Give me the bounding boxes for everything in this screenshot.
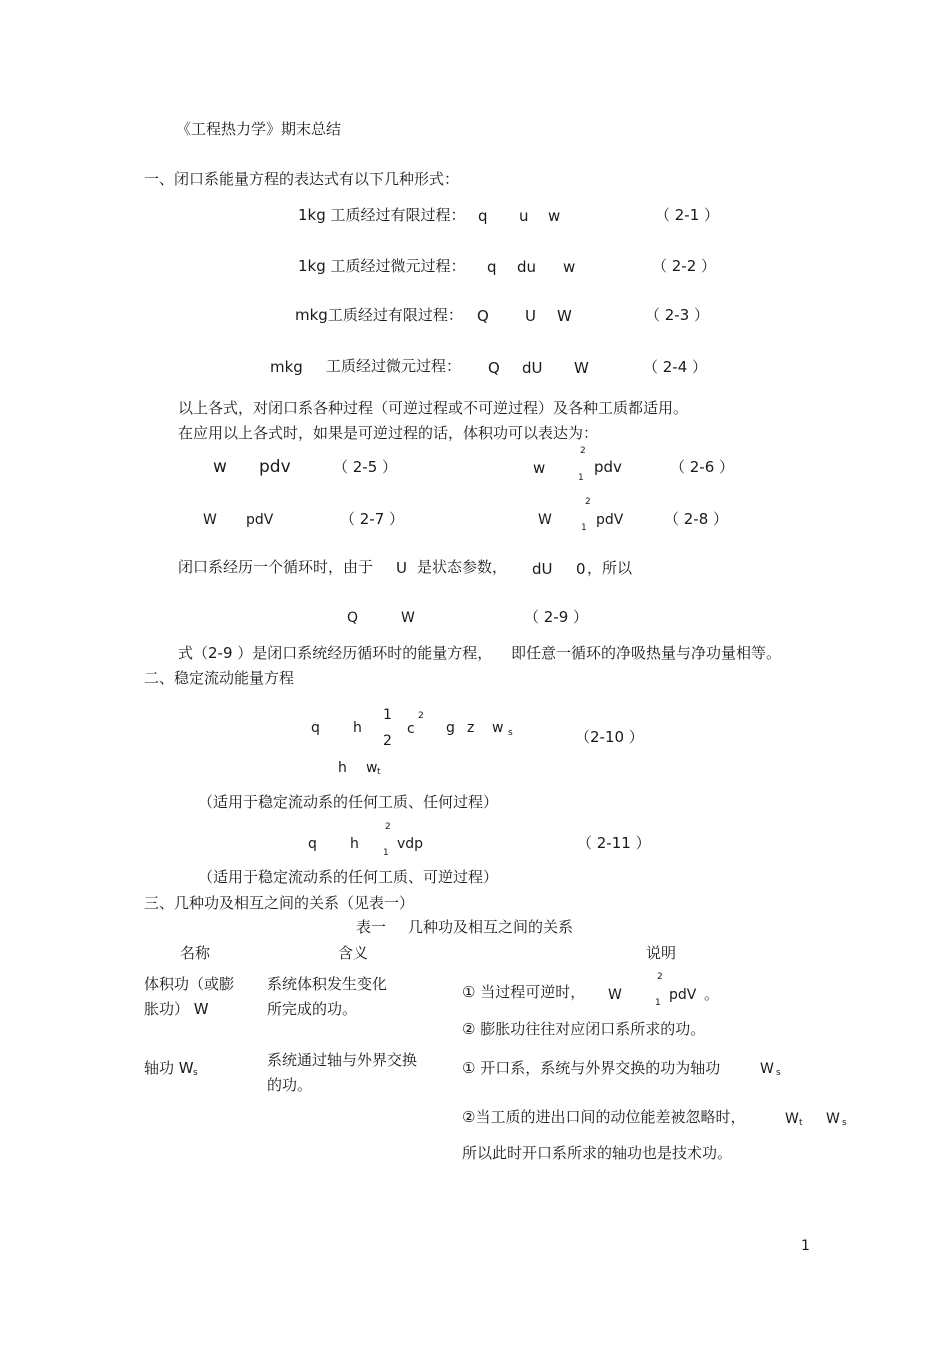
eq-term: W [203,512,217,528]
integral-upper-limit: 2 [585,497,591,507]
col-header-meaning: 含义 [338,944,369,962]
eq-term: W [574,359,589,377]
eq-term: q [478,207,488,225]
eq-term: W [538,512,552,528]
subscript: s [776,1068,781,1078]
subscript: t [799,1118,803,1128]
eq-term: Q [477,307,489,325]
applicability-note: 以上各式，对闭口系各种过程（可逆过程或不可逆过程）及各种工质都适用。 [178,399,689,417]
table-caption-label: 表一 [356,918,387,936]
eq-number: （ 2-4 ） [643,358,708,376]
eq-term: h [338,760,347,776]
eq-label: mkg工质经过有限过程： [295,306,463,324]
eq-number: （ 2-11 ） [577,834,651,852]
eq-label-mass: mkg [270,358,303,376]
eq-number: （ 2-8 ） [664,510,729,528]
eq-number: （ 2-6 ） [670,458,735,476]
eq-term: w [548,207,561,225]
eq-term: c [407,721,415,737]
eq-term: W [785,1111,799,1127]
section-3-heading: 三、几种功及相互之间的关系（见表一） [144,894,415,912]
eq-term: Q [488,359,500,377]
eq-term: dU [522,359,543,377]
integral-upper-limit: 2 [385,822,391,832]
section-1-heading: 一、闭口系能量方程的表达式有以下几种形式： [144,170,460,188]
eq-term: w [213,457,227,477]
eq-label: 工质经过微元过程： [326,357,462,375]
exponent: 2 [418,711,424,721]
cell-meaning: 系统通过轴与外界交换 [267,1051,418,1069]
eq-term: W [760,1061,774,1077]
eq-term: z [467,720,475,736]
eq-term: U [396,559,407,577]
col-header-note: 说明 [646,944,677,962]
table-caption: 几种功及相互之间的关系 [408,918,574,936]
eq-number: （ 2-7 ） [340,510,405,528]
reversible-note: 在应用以上各式时，如果是可逆过程的话，体积功可以表达为： [178,424,599,442]
col-header-name: 名称 [180,944,211,962]
cell-note: 所以此时开口系所求的轴功也是技术功。 [462,1144,733,1162]
eq-term: W [401,610,415,626]
integral-lower-limit: 1 [578,473,584,483]
eq-number: （ 2-2 ） [652,257,717,275]
eq-term: u [519,207,529,225]
eq-number: （ 2-1 ） [655,206,720,224]
cell-name: 体积功（或膨 [144,975,235,993]
eq-term: q [308,836,317,852]
cell-name: 胀功） W [144,1000,209,1018]
integral-upper-limit: 2 [580,446,586,456]
integral-upper-limit: 2 [657,972,663,982]
applicability-note-2-10: （适用于稳定流动系的任何工质、任何过程） [198,793,499,811]
eq-term: pdv [594,458,622,476]
eq-term: W [826,1111,840,1127]
page-title: 《工程热力学》期末总结 [176,120,342,138]
cell-name: 轴功 W [144,1059,194,1077]
eq-term: pdV [596,512,624,528]
fraction-numerator: 1 [383,707,392,723]
cell-note: ②当工质的进出口间的动位能差被忽略时， [462,1108,746,1126]
page-number: 1 [801,1238,810,1254]
eq-number: （ 2-5 ） [333,458,398,476]
eq-label: 1kg 工质经过有限过程： [298,206,466,224]
eq-term: q [487,258,497,276]
eq-term: vdp [397,836,424,852]
integral-lower-limit: 1 [383,848,389,858]
eq-term: du [517,258,537,276]
cell-meaning: 的功。 [267,1076,313,1094]
eq-term: pdV [669,987,697,1003]
eq-term: pdv [259,457,291,477]
integral-lower-limit: 1 [581,523,587,533]
eq-term: U [525,307,536,325]
fraction-denominator: 2 [383,733,392,749]
text-span: 是状态参数， [417,558,508,576]
eq-term: pdV [246,512,274,528]
eq-term: h [353,720,362,736]
cell-note: ② 膨胀功往往对应闭口系所求的功。 [462,1020,706,1038]
eq-term: dU [532,560,553,578]
cell-meaning: 所完成的功。 [267,1000,358,1018]
eq-2-9-description-2: 即任意一循环的净吸热量与净功量相等。 [511,644,782,662]
subscript: s [508,728,513,738]
eq-term: w [533,459,546,477]
eq-term: w [366,760,378,776]
eq-term: 0 [576,560,586,578]
subscript: s [193,1068,198,1078]
eq-term: 。 [704,985,720,1003]
eq-term: g [446,720,455,736]
section-2-heading: 二、稳定流动能量方程 [144,669,295,687]
subscript: t [377,767,381,777]
eq-term: h [350,836,359,852]
eq-number: （ 2-3 ） [645,306,710,324]
eq-number: （ 2-9 ） [524,608,589,626]
eq-number: （2-10 ） [575,728,644,746]
eq-term: q [311,720,320,736]
eq-term: W [608,987,622,1003]
eq-term: w [563,258,576,276]
eq-term: Q [347,610,359,626]
eq-2-9-description: 式（2-9 ）是闭口系统经历循环时的能量方程， [178,644,493,662]
cell-meaning: 系统体积发生变化 [267,975,388,993]
applicability-note-2-11: （适用于稳定流动系的任何工质、可逆过程） [198,868,499,886]
integral-lower-limit: 1 [655,998,661,1008]
eq-term: W [557,307,572,325]
text-span: ，所以 [587,559,633,577]
cell-note: ① 当过程可逆时， [462,983,586,1001]
eq-label: 1kg 工质经过微元过程： [298,257,466,275]
text-span: 闭口系经历一个循环时，由于 [178,558,374,576]
subscript: s [842,1118,847,1128]
eq-term: w [492,720,504,736]
cell-note: ① 开口系，系统与外界交换的功为轴功 [462,1059,721,1077]
